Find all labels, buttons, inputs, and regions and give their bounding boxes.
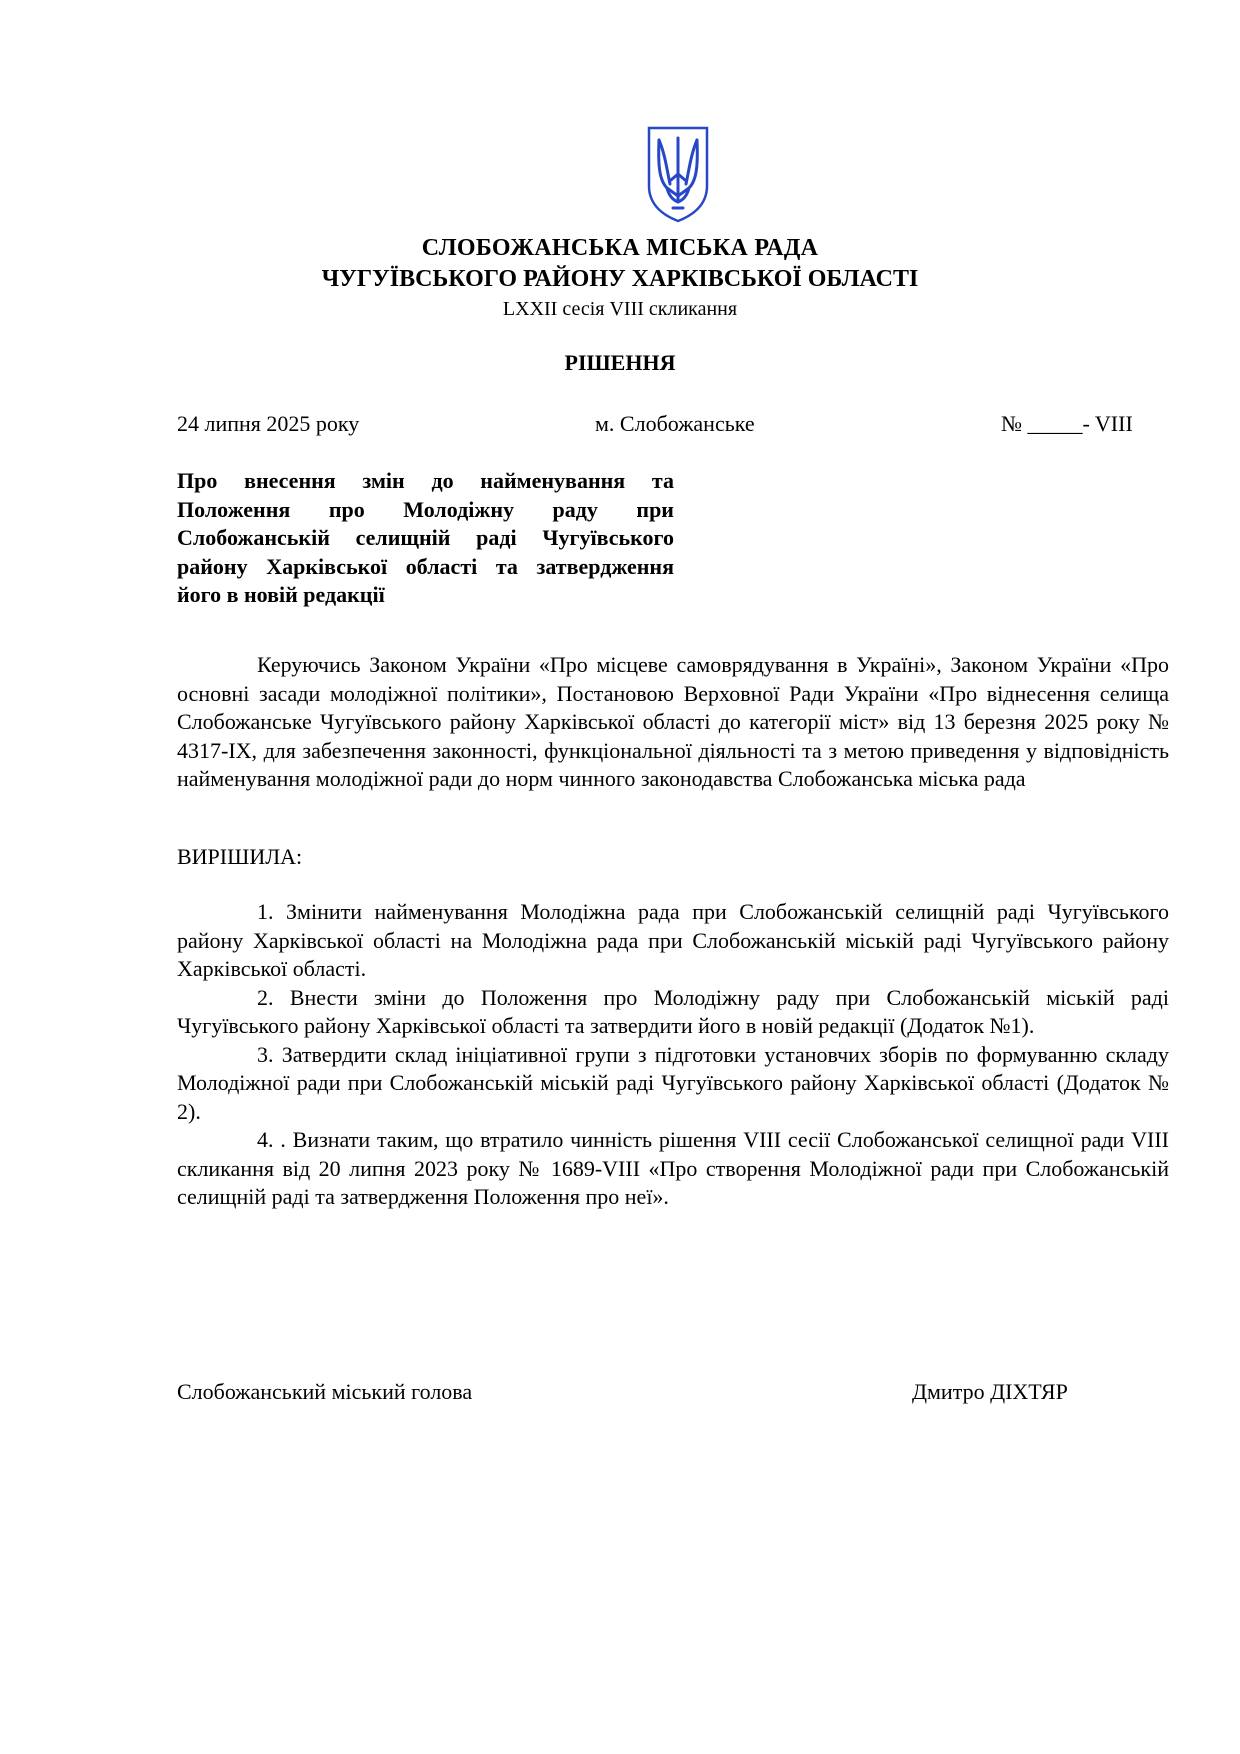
session-line: LXXII сесія VIII скликання	[502, 298, 738, 320]
document-title: РІШЕННЯ	[564, 350, 676, 375]
council-name: СЛОБОЖАНСЬКА МІСЬКА РАДА	[421, 235, 819, 261]
decision-number: № _____- VIII	[1001, 411, 1133, 436]
decision-place: м. Слобожанське	[595, 411, 755, 436]
subject-line: його в новій редакції	[177, 582, 385, 607]
decision-items	[177, 898, 1169, 1212]
decision-date: 24 липня 2025 року	[177, 411, 360, 436]
resolved-label: ВИРІШИЛА:	[177, 844, 303, 869]
signatory-name: Дмитро ДІХТЯР	[912, 1379, 1068, 1404]
subject-line: району Харківської області та затвердження	[177, 553, 674, 579]
preamble-paragraph: Керуючись Законом України «Про місцеве самоврядування в Україні», Законом України «Про основні засади молодіжної політики», Постановою Верховної Ради України «Про віднесення селища Слобожанське Чугуївського району Харківської області до категорії міст» від 13 березня 2025 року № 4317-ІХ, для забезпечення законності, функціональної діяльності та з метою приведення у відповідність найменування молодіжної ради до норм чинного законодавства Слобожанська міська рада	[177, 652, 1169, 791]
signatory-title: Слобожанський міський голова	[177, 1379, 473, 1404]
subject-line: Положення про Молодіжну раду при	[177, 496, 674, 522]
decision-item: 1. Змінити найменування Молодіжна рада при Слобожанській селищній раді Чугуївського району Харківської області на Молодіжна рада при Слобожанській міській раді Чугуївського району Харківської області.	[177, 899, 1169, 981]
decision-item: 2. Внести зміни до Положення про Молодіжну раду при Слобожанській міській раді Чугуївського району Харківської області та затвердити його в новій редакції (Додаток №1).	[177, 984, 1169, 1038]
subject-line: Слобожанській селищній раді Чугуївського	[177, 525, 674, 550]
decision-item: 3. Затвердити склад ініціативної групи з підготовки установчих зборів по формуванню складу Молодіжної ради при Слобожанській міській раді Чугуївського району Харківської області (Додаток № 2).	[177, 1041, 1169, 1124]
trident-coat-of-arms-icon	[645, 124, 711, 224]
decision-item: 4. . Визнати таким, що втратило чинність рішення VIII сесії Слобожанської селищної ради VIII скликання від 20 липня 2023 року № 1689-VIII «Про створення Молодіжної ради при Слобожанській селищній раді та затвердження Положення про неї».	[177, 1127, 1169, 1209]
decision-subject	[177, 467, 674, 610]
district-name: ЧУГУЇВСЬКОГО РАЙОНУ ХАРКІВСЬКОЇ ОБЛАСТІ	[321, 266, 919, 292]
subject-line: Про внесення змін до найменування та	[177, 468, 674, 493]
